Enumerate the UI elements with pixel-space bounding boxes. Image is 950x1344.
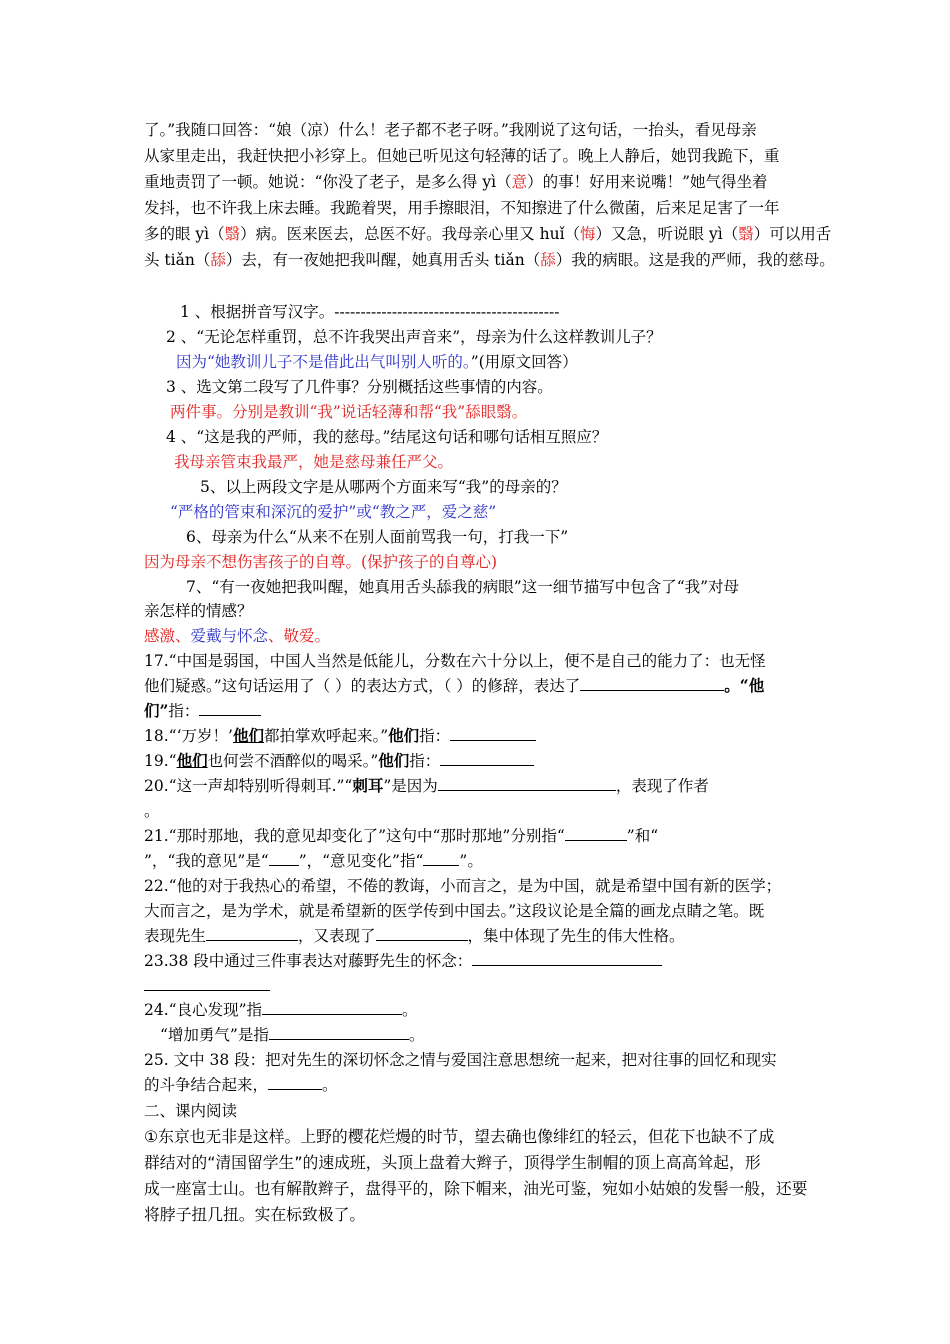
answer-blank[interactable] bbox=[440, 749, 534, 766]
answer-blank[interactable] bbox=[472, 949, 662, 966]
exercise-23-cont bbox=[144, 974, 270, 998]
exercise-text: 。“他 bbox=[724, 676, 765, 695]
answer-blank[interactable] bbox=[262, 998, 402, 1015]
answer-blank[interactable] bbox=[144, 974, 270, 991]
answer-blank[interactable] bbox=[206, 924, 298, 941]
exercise-text: ，表现了作者 bbox=[615, 777, 709, 795]
reading-line: 将脖子扭几扭。实在标致极了。 bbox=[144, 1205, 366, 1224]
answer-7 bbox=[144, 624, 330, 648]
passage-text: ）去，有一夜她把我叫醒，她真用舌头 tiǎn（ bbox=[225, 251, 541, 269]
exercise-text: 21.“那时那地，我的意见却变化了”这句中“那时那地”分别指“ bbox=[144, 827, 565, 845]
question-2: 2 、“无论怎样重罚，总不许我哭出声音来”，母亲为什么这样教训儿子？ bbox=[166, 328, 662, 346]
exercise-25: 25. 文中 38 段：把对先生的深切怀念之情与爱国注意思想统一起来，把对往事的回忆和现实 bbox=[144, 1051, 777, 1069]
answer-blank[interactable] bbox=[268, 1073, 322, 1090]
passage-line bbox=[144, 196, 780, 220]
passage-line bbox=[144, 248, 835, 272]
passage-text: 多的眼 yì（ bbox=[144, 225, 225, 243]
exercise-text: 。 bbox=[408, 1026, 425, 1044]
exercise-text: 们” bbox=[144, 701, 169, 720]
exercise-text: ，集中体现了先生的伟大性格。 bbox=[467, 927, 685, 945]
exercise-text: ”。 bbox=[459, 852, 483, 870]
answer-blank[interactable] bbox=[438, 774, 616, 791]
pinyin-answer: 意 bbox=[511, 173, 528, 191]
exercise-22: 22.“他的对于我热心的希望，不倦的教诲，小而言之，是为中国，就是希望中国有新的医学； bbox=[144, 877, 782, 895]
exercise-17-end bbox=[144, 699, 261, 723]
exercise-text: “增加勇气”是指 bbox=[160, 1026, 269, 1044]
exercise-24-cont bbox=[160, 1023, 424, 1047]
exercise-text: 。 bbox=[322, 1076, 338, 1094]
answer-blank[interactable] bbox=[269, 1023, 409, 1040]
answer-blank[interactable] bbox=[450, 724, 536, 741]
answer-text: 爱戴 bbox=[190, 627, 222, 645]
exercise-21-cont bbox=[144, 849, 483, 873]
passage-text: ）病。医来医去，总医不好。我母亲心里又 huǐ（ bbox=[240, 225, 581, 243]
exercise-text: ”和“ bbox=[626, 827, 659, 845]
pinyin-answer: 悔 bbox=[580, 225, 596, 243]
answer-5: “严格的管束和深沉的爱护”或“教之严，爱之慈” bbox=[170, 503, 497, 521]
exercise-20 bbox=[144, 774, 709, 798]
answer-text: 与怀念 bbox=[221, 627, 269, 645]
passage-text: ）又急，听说眼 yì（ bbox=[595, 225, 739, 243]
exercise-text: 23.38 段中通过三件事表达对藤野先生的怀念： bbox=[144, 952, 473, 970]
exercise-text: 18.“‘万岁！’ bbox=[144, 727, 233, 745]
underlined-term: 他们 bbox=[232, 726, 264, 745]
pinyin-answer: 翳 bbox=[738, 225, 754, 243]
exercise-text: 也何尝不酒醉似的喝采。” bbox=[207, 752, 379, 770]
exercise-21 bbox=[144, 824, 658, 848]
passage-text: ）的事！好用来说嘴！”她气得坐着 bbox=[527, 173, 768, 191]
passage-text: ）可以用舌 bbox=[753, 225, 832, 243]
exercise-22-cont: 大而言之，是为学术，就是希望新的医学传到中国去。”这段议论是全篇的画龙点睛之笔。既 bbox=[144, 902, 765, 920]
answer-3: 两件事。分别是教训“我”说话轻薄和帮“我”舔眼翳。 bbox=[170, 403, 528, 421]
reading-line: 群结对的“清国留学生”的速成班，头顶上盘着大辫子，顶得学生制帽的顶上高高耸起，形 bbox=[144, 1153, 761, 1172]
answer-text: 因为“她教训儿子不是借此出气叫别人听的。 bbox=[176, 353, 471, 371]
pinyin-answer: 舔 bbox=[540, 251, 556, 269]
exercise-text: ”，“我的意见”是“ bbox=[144, 852, 269, 870]
passage-text: 了。”我随口回答：“娘（凉）什么！老子都不老子呀。”我刚说了这句话，一抬头，看见母亲 bbox=[144, 121, 757, 139]
exercise-text: 19.“ bbox=[144, 752, 177, 770]
pinyin-answer: 舔 bbox=[210, 251, 226, 269]
exercise-text: 都拍掌欢呼起来。” bbox=[263, 727, 389, 745]
exercise-25-cont bbox=[144, 1073, 338, 1097]
bold-term: 他们 bbox=[378, 751, 410, 770]
answer-blank[interactable] bbox=[580, 674, 724, 691]
exercise-text: ，又表现了 bbox=[298, 927, 376, 945]
passage-line bbox=[144, 144, 780, 168]
exercise-text: 他们疑惑。”这句话运用了（ ）的表达方式，（ ）的修辞，表达了 bbox=[144, 677, 581, 695]
exercise-text: ”是因为 bbox=[383, 777, 438, 795]
section-title: 二、课内阅读 bbox=[144, 1102, 238, 1120]
answer-text: 、敬爱。 bbox=[268, 627, 331, 645]
exercise-17: 17.“中国是弱国，中国人当然是低能儿，分数在六十分以上，便不是自己的能力了：也无怪 bbox=[144, 652, 766, 670]
passage-text: 重地责罚了一顿。她说：“你没了老子，是多么得 yì（ bbox=[144, 173, 512, 191]
passage-text: 头 tiǎn（ bbox=[144, 251, 211, 269]
exercise-text: 表现先生 bbox=[144, 927, 207, 945]
question-1: 1 、根据拼音写汉字。------------------------------------------- bbox=[180, 303, 560, 321]
reading-line: ①东京也无非是这样。上野的樱花烂熳的时节，望去确也像绯红的轻云，但花下也缺不了成 bbox=[144, 1127, 775, 1146]
question-6: 6、母亲为什么“从来不在别人面前骂我一句，打我一下” bbox=[186, 528, 569, 546]
question-7-cont: 亲怎样的情感？ bbox=[144, 602, 253, 620]
answer-4: 我母亲管束我最严，她是慈母兼任严父。 bbox=[174, 453, 454, 471]
exercise-19 bbox=[144, 749, 534, 773]
pinyin-answer: 翳 bbox=[224, 225, 241, 243]
answer-6: 因为母亲不想伤害孩子的自尊。(保护孩子的自尊心) bbox=[144, 553, 498, 571]
exercise-17-cont bbox=[144, 674, 764, 698]
exercise-20-end: 。 bbox=[144, 802, 160, 820]
exercise-24 bbox=[144, 998, 418, 1022]
passage-line bbox=[144, 222, 831, 246]
question-4: 4 、“这是我的严师，我的慈母。”结尾这句话和哪句话相互照应？ bbox=[166, 428, 608, 446]
passage-text: 从家里走出，我赶快把小衫穿上。但她已听见这句轻薄的话了。晚上人静后，她罚我跪下，重 bbox=[144, 147, 780, 165]
underlined-term: 他们 bbox=[176, 751, 208, 770]
question-7: 7、“有一夜她把我叫醒，她真用舌头舔我的病眼”这一细节描写中包含了“我”对母 bbox=[186, 578, 740, 596]
exercise-text: 24.“良心发现”指 bbox=[144, 1001, 262, 1019]
exercise-text: 的斗争结合起来， bbox=[144, 1076, 269, 1094]
exercise-text: 。 bbox=[402, 1001, 418, 1019]
reading-line: 成一座富士山。也有解散辫子，盘得平的，除下帽来，油光可鉴，宛如小姑娘的发髻一般，还要 bbox=[144, 1179, 808, 1198]
question-3: 3 、选文第二段写了几件事？分别概括这些事情的内容。 bbox=[166, 378, 553, 396]
question-5: 5、以上两段文字是从哪两个方面来写“我”的母亲的？ bbox=[200, 478, 567, 496]
exercise-text: ”，“意见变化”指“ bbox=[298, 852, 424, 870]
passage-line bbox=[144, 170, 768, 194]
exercise-18 bbox=[144, 724, 536, 748]
exercise-text: 指： bbox=[168, 702, 200, 720]
exercise-23 bbox=[144, 949, 662, 973]
answer-2 bbox=[176, 350, 578, 374]
answer-blank[interactable] bbox=[423, 849, 459, 866]
answer-note: ”(用原文回答） bbox=[470, 353, 578, 371]
answer-blank[interactable] bbox=[376, 924, 468, 941]
bold-term: 刺耳 bbox=[352, 776, 384, 795]
passage-line bbox=[144, 118, 757, 142]
passage-text: ）我的病眼。这是我的严师，我的慈母。 bbox=[555, 251, 835, 269]
answer-blank[interactable] bbox=[269, 849, 299, 866]
answer-text: 感激、 bbox=[144, 627, 191, 645]
passage-text: 发抖，也不许我上床去睡。我跪着哭，用手擦眼泪，不知擦进了什么微菌，后来足足害了一年 bbox=[144, 199, 780, 217]
exercise-22-end bbox=[144, 924, 685, 948]
bold-term: 他们 bbox=[388, 726, 420, 745]
answer-blank[interactable] bbox=[565, 824, 627, 841]
exercise-text: 20.“这一声却特别听得刺耳.”“ bbox=[144, 777, 353, 795]
answer-blank[interactable] bbox=[199, 699, 261, 716]
exercise-text: 指： bbox=[419, 727, 451, 745]
exercise-text: 指： bbox=[409, 752, 441, 770]
